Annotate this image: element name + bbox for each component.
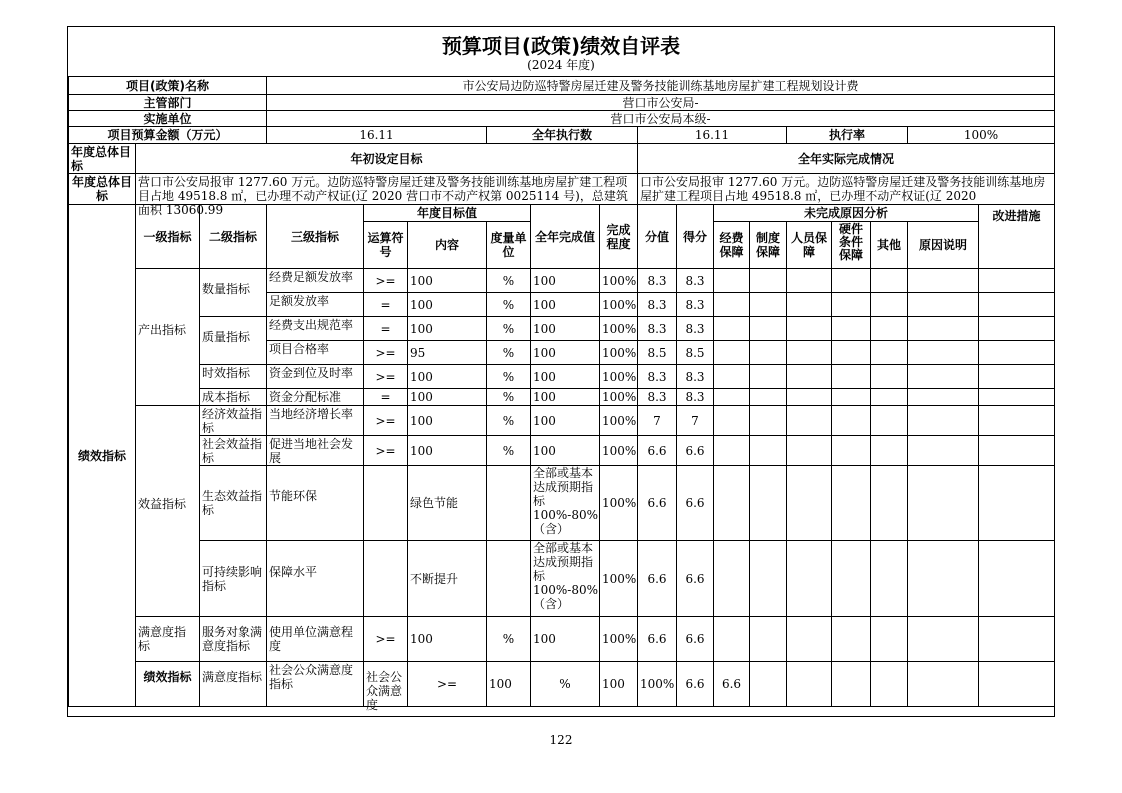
reason-other-cell [871,365,908,389]
reason-other-cell [871,436,908,466]
reason-system-cell [750,317,787,341]
col-reason-note: 原因说明 [908,222,979,269]
budget-value: 16.11 [267,127,487,144]
improve-cell [979,406,1055,436]
reason-funding-cell [714,389,750,406]
annual-value-cell: 全部或基本达成预期指标100%-80%（含） [531,466,600,541]
level2-indicator: 生态效益指标 [200,466,267,541]
level3-indicator: 社会公众满意度 [364,662,408,707]
score-value-cell: 6.6 [638,436,677,466]
reason-funding-cell [714,406,750,436]
reason-hardware-cell [832,406,871,436]
improve-cell [979,269,1055,293]
reason-personnel-cell [787,436,832,466]
operator-cell: >= [364,617,408,662]
annual-value-cell: 100 [531,293,600,317]
reason-other-cell [871,541,908,617]
score-value-cell: 6.6 [638,541,677,617]
reason-note-cell [908,436,979,466]
reason-hardware-cell [832,389,871,406]
reason-hardware-cell [832,541,871,617]
reason-note-cell [908,617,979,662]
annual-value-cell: 100 [531,365,600,389]
table-row [69,466,1055,541]
operator-cell [364,541,408,617]
unit-cell: % [487,365,531,389]
col-reason-other: 其他 [871,222,908,269]
dept-label: 主管部门 [69,95,267,111]
score-value-cell: 6.6 [638,466,677,541]
score-cell: 6.6 [677,436,714,466]
target-content-cell: 绿色节能 [408,466,487,541]
improve-cell [979,341,1055,365]
reason-other-cell [871,406,908,436]
target-content-cell: 100 [487,662,531,707]
unit-cell: % [487,617,531,662]
reason-personnel-cell [787,317,832,341]
exec-value: 16.11 [638,127,787,144]
col-reason-personnel: 人员保障 [787,222,832,269]
unit-cell: % [487,389,531,406]
perf-indicator-label-bottom: 绩效指标 [136,662,200,707]
target-content-cell: 100 [408,617,487,662]
actual-completion-header: 全年实际完成情况 [638,144,1055,174]
level1-indicator: 效益指标 [136,406,200,617]
reason-personnel-cell [832,662,871,707]
reason-system-cell [750,466,787,541]
reason-funding-cell [714,365,750,389]
level2-indicator: 可持续影响指标 [200,541,267,617]
reason-personnel-cell [787,406,832,436]
level3-indicator: 经费足额发放率 [267,269,364,293]
table-row [69,436,1055,466]
completion-cell: 100% [600,317,638,341]
annual-value-cell: 100 [531,406,600,436]
level3-indicator: 足额发放率 [267,293,364,317]
table-row [69,365,1055,389]
target-content-cell: 不断提升 [408,541,487,617]
target-content-cell: 100 [408,365,487,389]
operator-cell [364,466,408,541]
col-operator: 运算符号 [364,222,408,269]
completion-cell: 100% [600,466,638,541]
table-row [69,317,1055,341]
col-target-group: 年度目标值 [364,205,531,222]
reason-funding-cell [714,269,750,293]
level1-indicator: 满意度指标 [200,662,267,707]
reason-system-cell [750,341,787,365]
col-annual-value: 全年完成值 [531,205,600,269]
reason-note-cell [908,341,979,365]
reason-other-cell [871,293,908,317]
project-name-label: 项目(政策)名称 [69,77,267,95]
score-value-cell: 8.3 [638,365,677,389]
reason-funding-cell [750,662,787,707]
unit-cell: % [487,293,531,317]
reason-other-cell [871,341,908,365]
table-row [69,406,1055,436]
level2-indicator: 服务对象满意度指标 [200,617,267,662]
level2-indicator: 社会效益指标 [200,436,267,466]
score-cell: 6.6 [677,617,714,662]
reason-other-cell [871,269,908,293]
level3-indicator: 使用单位满意程度 [267,617,364,662]
annual-value-cell: 100 [531,269,600,293]
col-level2: 二级指标 [200,205,267,269]
operator-cell: >= [364,269,408,293]
reason-other-cell [871,317,908,341]
level3-indicator: 项目合格率 [267,341,364,365]
reason-note-cell [908,406,979,436]
improve-cell [979,617,1055,662]
unit-cell [487,541,531,617]
reason-note-cell [908,389,979,406]
unit-cell: % [531,662,600,707]
level2-indicator: 质量指标 [200,317,267,365]
rate-label: 执行率 [787,127,908,144]
budget-label: 项目预算金额（万元） [69,127,267,144]
reason-hardware-cell [832,293,871,317]
initial-goal-text: 营口市公安局报审 1277.60 万元。边防巡特警房屋迁建及警务技能训练基地房屋扩建工程项目占地 49518.8 ㎡，已办理不动产权证(辽 2020 营口市不动产权第 0025114 号)，总建筑面积 13060.99 [136,174,638,205]
operator-cell: = [364,389,408,406]
annual-value-cell: 100 [600,662,638,707]
completion-cell: 100% [600,341,638,365]
reason-personnel-cell [787,541,832,617]
score-value-cell: 7 [638,406,677,436]
goal-label-top: 年度总体目标 [69,144,136,174]
completion-cell: 100% [600,436,638,466]
score-cell: 6.6 [677,541,714,617]
level2-indicator: 经济效益指标 [200,406,267,436]
col-reason-hardware: 硬件条件保障 [832,222,871,269]
annual-value-cell: 100 [531,341,600,365]
level3-indicator: 资金到位及时率 [267,365,364,389]
score-value-cell: 8.3 [638,389,677,406]
operator-cell: >= [364,365,408,389]
level3-indicator: 节能环保 [267,466,364,541]
completion-cell: 100% [638,662,677,707]
evaluation-table [68,76,1055,712]
completion-cell: 100% [600,617,638,662]
reason-personnel-cell [787,341,832,365]
reason-note-cell [908,269,979,293]
level2-indicator: 社会公众满意度指标 [267,662,364,707]
reason-note-cell [908,365,979,389]
rate-value: 100% [908,127,1055,144]
reason-hardware-cell [832,365,871,389]
reason-personnel-cell [787,269,832,293]
unit-label: 实施单位 [69,111,267,127]
project-name-value: 市公安局边防巡特警房屋迁建及警务技能训练基地房屋扩建工程规划设计费 [267,77,1055,95]
completion-cell: 100% [600,541,638,617]
improve-cell [979,365,1055,389]
level3-indicator: 经费支出规范率 [267,317,364,341]
score-value-cell: 8.3 [638,293,677,317]
target-content-cell: 100 [408,293,487,317]
improve-cell [979,317,1055,341]
col-unit: 度量单位 [487,222,531,269]
improve-cell [979,293,1055,317]
unit-cell: % [487,269,531,293]
operator-cell: = [364,317,408,341]
reason-funding-cell [714,541,750,617]
reason-system-cell [750,293,787,317]
level3-indicator: 促进当地社会发展 [267,436,364,466]
table-row [69,269,1055,293]
completion-cell: 100% [600,389,638,406]
reason-personnel-cell [787,365,832,389]
operator-cell: >= [364,406,408,436]
reason-funding-cell [714,317,750,341]
level3-indicator: 保障水平 [267,541,364,617]
reason-system-cell [750,541,787,617]
reason-personnel-cell [787,293,832,317]
reason-funding-cell [714,341,750,365]
reason-other-cell [871,389,908,406]
reason-system-cell [750,406,787,436]
unit-cell: % [487,317,531,341]
annual-value-cell: 100 [531,436,600,466]
improve-cell [979,389,1055,406]
reason-note-cell [979,662,1055,707]
level1-indicator: 产出指标 [136,269,200,406]
score-cell: 8.5 [677,341,714,365]
initial-goal-header: 年初设定目标 [136,144,638,174]
reason-hardware-cell [832,341,871,365]
page-number: 122 [549,733,573,747]
reason-system-cell [750,389,787,406]
operator-cell: >= [364,341,408,365]
operator-cell: >= [364,436,408,466]
reason-funding-cell [714,436,750,466]
exec-label: 全年执行数 [487,127,638,144]
reason-note-cell [908,293,979,317]
dept-value: 营口市公安局- [267,95,1055,111]
reason-system-cell [750,617,787,662]
col-reason-funding: 经费保障 [714,222,750,269]
col-score: 得分 [677,205,714,269]
score-cell: 8.3 [677,317,714,341]
score-cell: 8.3 [677,389,714,406]
reason-hardware-cell [832,269,871,293]
level1-indicator: 满意度指标 [136,617,200,662]
goal-label-bottom: 年度总体目标 [69,174,136,205]
reason-funding-cell [714,617,750,662]
reason-funding-cell [714,293,750,317]
score-value-cell: 8.3 [638,317,677,341]
col-reason-system: 制度保障 [750,222,787,269]
target-content-cell: 100 [408,317,487,341]
form-year: (2024 年度) [527,58,595,72]
reason-system-cell [750,436,787,466]
reason-note-cell [908,541,979,617]
level2-indicator: 数量指标 [200,269,267,317]
actual-completion-text: 口市公安局报审 1277.60 万元。边防巡特警房屋迁建及警务技能训练基地房屋扩建工程项目占地 49518.8 ㎡，已办理不动产权证(辽 2020 [638,174,1055,205]
reason-hardware-cell [832,617,871,662]
reason-system-cell [750,269,787,293]
col-level1: 一级指标 [136,205,200,269]
reason-hardware-cell [832,436,871,466]
reason-funding-cell [714,466,750,541]
level2-indicator: 成本指标 [200,389,267,406]
improve-cell [979,466,1055,541]
reason-other-cell [871,617,908,662]
reason-system-cell [787,662,832,707]
reason-hardware-cell [871,662,908,707]
score-cell: 8.3 [677,269,714,293]
reason-personnel-cell [787,389,832,406]
annual-value-cell: 全部或基本达成预期指标100%-80%（含） [531,541,600,617]
reason-other-cell [908,662,979,707]
col-score-value: 分值 [638,205,677,269]
level3-indicator: 资金分配标准 [267,389,364,406]
score-value-cell: 8.5 [638,341,677,365]
score-cell: 8.3 [677,293,714,317]
completion-cell: 100% [600,269,638,293]
target-content-cell: 95 [408,341,487,365]
target-content-cell: 100 [408,389,487,406]
score-cell: 8.3 [677,365,714,389]
score-value-cell: 6.6 [677,662,714,707]
col-level3: 三级指标 [267,205,364,269]
unit-cell [487,466,531,541]
reason-personnel-cell [787,466,832,541]
col-completion: 完成程度 [600,205,638,269]
col-content: 内容 [408,222,487,269]
target-content-cell: 100 [408,436,487,466]
unit-value: 营口市公安局本级- [267,111,1055,127]
target-content-cell: 100 [408,269,487,293]
table-row [69,389,1055,406]
unit-cell: % [487,436,531,466]
score-cell: 7 [677,406,714,436]
form-title: 预算项目(政策)绩效自评表 [441,34,681,58]
reason-hardware-cell [832,466,871,541]
score-value-cell: 6.6 [638,617,677,662]
completion-cell: 100% [600,406,638,436]
table-row [69,662,1055,707]
reason-note-cell [908,317,979,341]
operator-cell: >= [408,662,487,707]
unit-cell: % [487,406,531,436]
reason-personnel-cell [787,617,832,662]
reason-note-cell [908,466,979,541]
annual-value-cell: 100 [531,617,600,662]
score-cell: 6.6 [677,466,714,541]
reason-system-cell [750,365,787,389]
score-cell: 6.6 [714,662,750,707]
evaluation-form [67,26,1055,717]
improve-cell [979,436,1055,466]
improve-cell [979,541,1055,617]
annual-value-cell: 100 [531,389,600,406]
perf-indicator-label: 绩效指标 [69,205,136,707]
level3-indicator: 当地经济增长率 [267,406,364,436]
table-row [69,617,1055,662]
score-value-cell: 8.3 [638,269,677,293]
unit-cell: % [487,341,531,365]
annual-value-cell: 100 [531,317,600,341]
reason-other-cell [871,466,908,541]
col-reason-group: 未完成原因分析 [714,205,979,222]
target-content-cell: 100 [408,406,487,436]
completion-cell: 100% [600,365,638,389]
reason-hardware-cell [832,317,871,341]
table-row [69,541,1055,617]
operator-cell: = [364,293,408,317]
col-improve: 改进措施 [979,205,1055,269]
level2-indicator: 时效指标 [200,365,267,389]
completion-cell: 100% [600,293,638,317]
